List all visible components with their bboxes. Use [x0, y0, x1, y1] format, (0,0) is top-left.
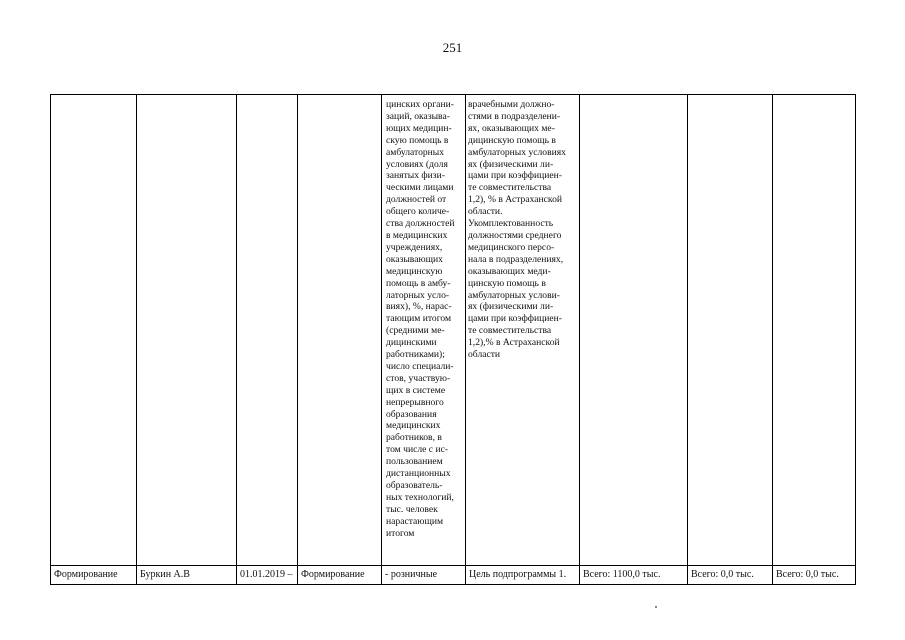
goals-text: врачебными должно- стями в подразделени- ях, оказывающих ме- дицинскую помощь в амбулаторных условиях ях (физическими ли- цами при коэффициен- те совместительства 1,2), % в Астраханской области. Укомплектованность должностями среднего медицинского персо- нала в подразделениях, оказывающих меди- цинскую помощь в амбулаторных услови- ях (физическими ли- цами при коэффициен- те совместительства 1,2),% в Астраханской области	[468, 99, 566, 361]
table-cell	[137, 566, 237, 585]
table-cell	[237, 95, 298, 566]
table-cell	[580, 95, 688, 566]
cell-text: Формирование	[54, 569, 118, 581]
indicators-text: цинских органи- заций, оказыва- ющих медицин- скую помощь в амбулаторных условиях (доля занятых физи- ческими лицами должностей от общего количе- ства должностей в медицинских учреждениях, оказывающих медицинскую помощь в амбу- латорных усло- виях), %, нарас- тающим итогом (средними ме- дицинскими работниками); число специали- стов, участвую- щих в системе непрерывного образования медицинских работников, в том числе с ис- пользованием дистанционных образователь- ных технологий, тыс. человек нарастающим итогом	[386, 99, 455, 539]
table-cell	[51, 95, 137, 566]
table-cell	[51, 566, 137, 585]
table-cell	[580, 566, 688, 585]
funding-total: Всего: 0,0 тыс.	[776, 569, 839, 581]
table-cell	[382, 566, 466, 585]
table-cell	[773, 95, 856, 566]
cell-text: - розничные	[385, 569, 438, 581]
table-cell	[688, 566, 773, 585]
funding-total: Всего: 1100,0 тыс.	[583, 569, 661, 581]
program-table	[50, 94, 856, 585]
table-cell	[237, 566, 298, 585]
funding-total: Всего: 0,0 тыс.	[691, 569, 754, 581]
table-cell	[466, 566, 580, 585]
table-row	[51, 95, 856, 566]
table-cell	[773, 566, 856, 585]
table-cell	[298, 566, 382, 585]
cell-text: Формирование	[301, 569, 365, 581]
responsible-name: Буркин А.В	[140, 569, 190, 581]
scan-mark	[655, 606, 657, 608]
table-cell	[466, 95, 580, 566]
table-cell	[137, 95, 237, 566]
page-number: 251	[442, 40, 463, 55]
table-cell	[382, 95, 466, 566]
date-range: 01.01.2019 –	[240, 569, 293, 581]
table-cell	[688, 95, 773, 566]
table-row	[51, 566, 856, 585]
table-cell	[298, 95, 382, 566]
goal-text: Цель подпрограммы 1.	[469, 569, 567, 581]
